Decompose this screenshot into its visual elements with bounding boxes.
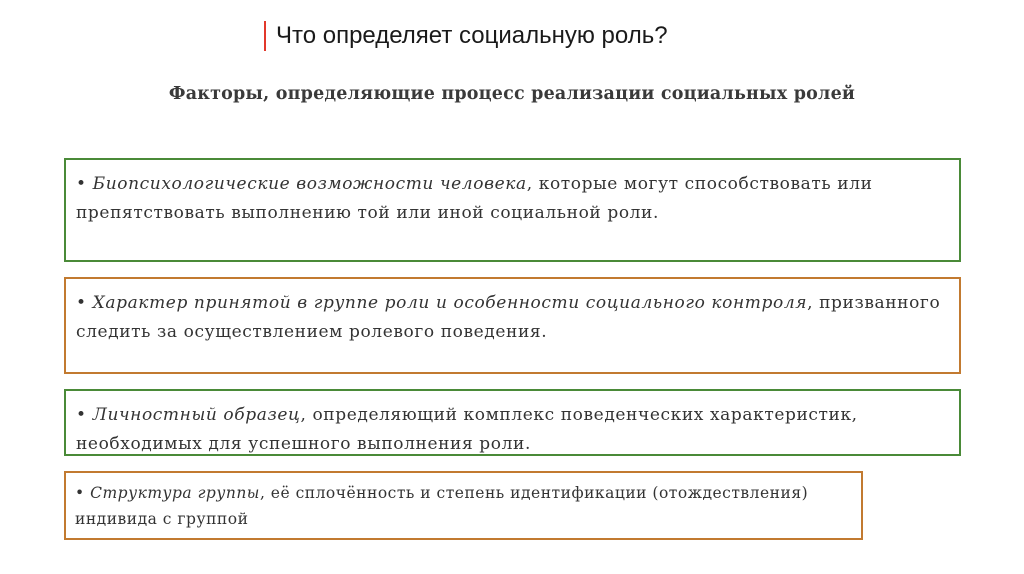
page-title: Что определяет социальную роль? (276, 22, 668, 49)
factor-term: Характер принятой в группе роли и особенности социального контроля (92, 293, 808, 313)
section-subtitle: Факторы, определяющие процесс реализации социальных ролей (168, 84, 856, 104)
bullet-icon: • (76, 293, 87, 313)
factor-text: , которые могут способствовать или препятствовать выполнению той или иной социальной роли. (76, 174, 873, 223)
slide-title (264, 18, 668, 54)
bullet-icon: • (75, 484, 85, 502)
factor-text: , определяющий комплекс поведенческих характеристик, необходимых для успешного выполнения роли. (76, 405, 858, 454)
factor-term: Структура группы (90, 484, 260, 502)
title-accent-bar (264, 21, 266, 51)
bullet-icon: • (76, 174, 87, 194)
factor-text: , призванного следить за осуществлением ролевого поведения. (76, 293, 941, 342)
factor-box-biopsychological (64, 158, 961, 262)
bullet-icon: • (76, 405, 87, 425)
factor-text: , её сплочённость и степень идентификации (отождествления) индивида с группой (75, 484, 809, 528)
factor-term: Личностный образец (92, 405, 301, 425)
factor-box-personal-model (64, 389, 961, 456)
factor-term: Биопсихологические возможности человека (92, 174, 527, 194)
factor-box-group-structure (64, 471, 863, 540)
factor-box-role-character (64, 277, 961, 374)
